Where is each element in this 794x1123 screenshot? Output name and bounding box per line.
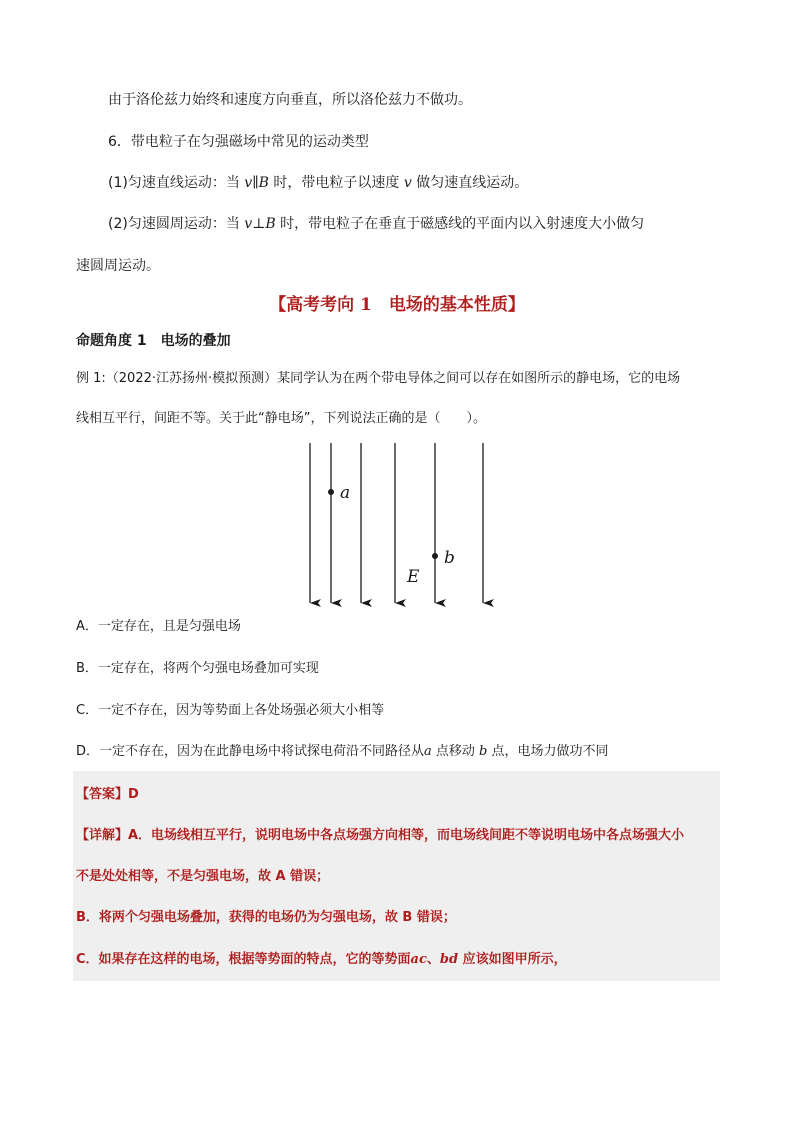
answer-label: 【答案】D [76,787,139,802]
text: C．如果存在这样的电场，根据等势面的特点，它的等势面 [76,952,411,967]
option-c: C．一定不存在，因为等势面上各处场强必须大小相等 [76,703,385,718]
point-a-dot [328,489,334,495]
example-line-2: 线相互平行，间距不等。关于此“静电场”，下列说法正确的是（ ）。 [76,411,486,426]
paragraph-item-6: 6．带电粒子在匀强磁场中常见的运动类型 [108,134,369,150]
text: 点移动 [431,744,480,759]
angle-title: 命题角度 1 电场的叠加 [76,333,231,349]
math-v-perp-b: v⊥B [244,216,276,232]
text: D．一定不存在，因为在此静电场中将试探电荷沿不同路径从 [76,744,425,759]
section-heading: 【高考考向 1 电场的基本性质】 [269,295,525,315]
text: 时，带电粒子在垂直于磁感线的平面内以入射速度大小做匀 [275,216,645,232]
option-a: A．一定存在，且是匀强电场 [76,619,241,634]
answer-detail-c [76,950,567,970]
math-v: v [403,175,412,191]
option-d [76,742,609,762]
point-b-dot [432,553,438,559]
answer-detail-line-2: 不是处处相等，不是匀强电场，故 A 错误； [76,869,330,884]
text: (2)匀速圆周运动：当 [108,216,245,232]
answer-detail-b: B．将两个匀强电场叠加，获得的电场仍为匀强电场，故 B 错误； [76,910,456,925]
math-ac: ac [410,952,427,967]
point-b-label: b [444,548,455,568]
text: 应该如图甲所示， [458,952,567,967]
math-a: a [424,744,432,759]
text: 做匀速直线运动。 [411,175,529,191]
option-b: B．一定存在，将两个匀强电场叠加可实现 [76,661,319,676]
answer-detail-line-1: 【详解】A．电场线相互平行，说明电场中各点场强方向相等，而电场线间距不等说明电场中各点场强大小 [76,828,685,843]
text: 时，带电粒子以速度 [268,175,404,191]
text: 点，电场力做功不同 [487,744,609,759]
example-line-1: 例 1:（2022·江苏扬州·模拟预测）某同学认为在两个带电导体之间可以存在如图所示的静电场，它的电场 [76,371,681,386]
text: (1)匀速直线运动：当 [108,175,245,191]
math-b: b [479,744,488,759]
math-bd: bd [439,952,459,967]
paragraph-uniform-circular-cont: 速圆周运动。 [76,258,160,274]
text: 、 [426,952,440,967]
point-a-label: a [340,483,351,503]
math-v-parallel-b: v∥B [244,175,269,191]
paragraph-lorentz-work: 由于洛伦兹力始终和速度方向垂直，所以洛伦兹力不做功。 [108,92,472,108]
field-e-label: E [407,567,420,587]
